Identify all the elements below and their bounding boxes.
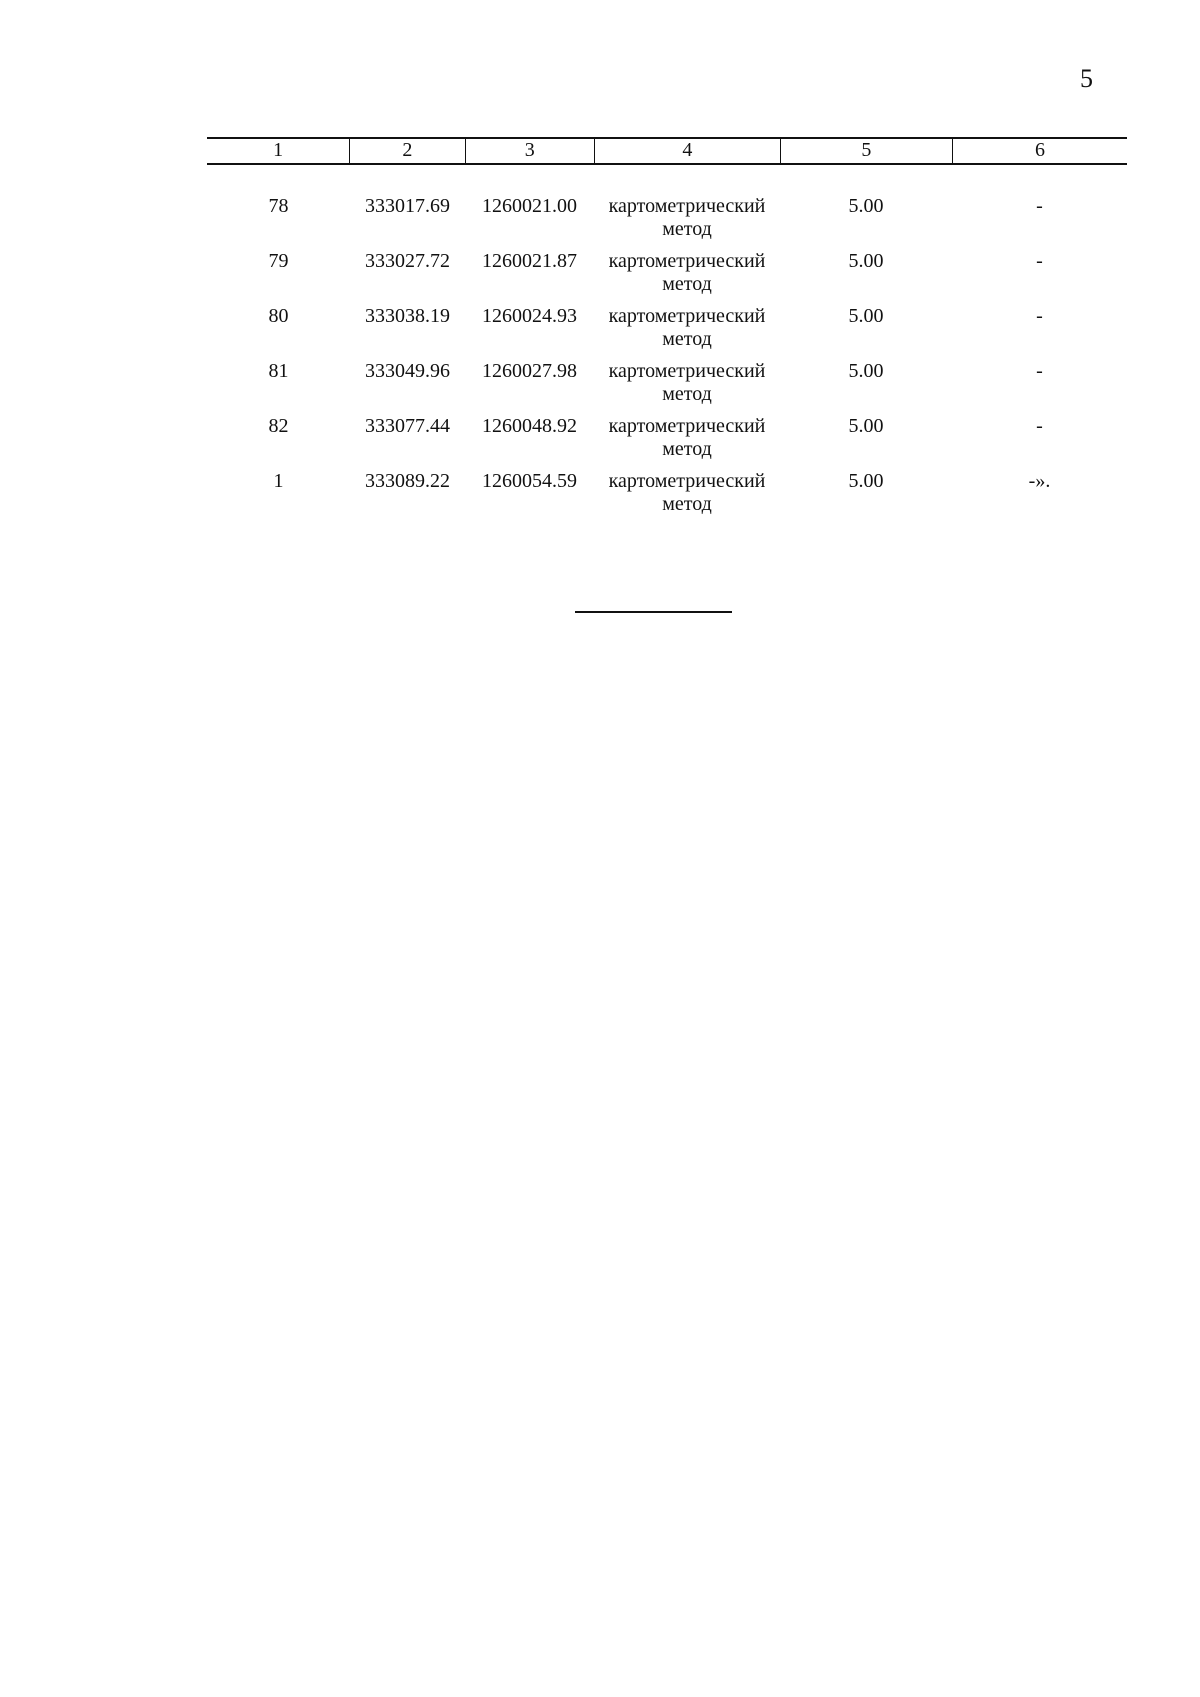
accuracy: 5.00 xyxy=(848,415,884,437)
method-line-2: метод xyxy=(662,218,712,240)
coordinate-x: 333017.69 xyxy=(365,195,450,217)
table-row xyxy=(207,470,1127,525)
note: - xyxy=(1036,250,1043,272)
coordinate-y: 1260021.87 xyxy=(482,250,577,272)
table-row xyxy=(207,195,1127,250)
method-line-1: картометрический xyxy=(608,470,766,492)
method-line-2: метод xyxy=(662,273,712,295)
table-header-row xyxy=(207,137,1127,165)
note: - xyxy=(1036,360,1043,382)
table-row xyxy=(207,250,1127,305)
column-header-3: 3 xyxy=(465,139,594,163)
method xyxy=(594,360,780,415)
page-number: 5 xyxy=(1080,64,1093,93)
coordinate-x: 333049.96 xyxy=(365,360,450,382)
table-row xyxy=(207,415,1127,470)
column-header-5: 5 xyxy=(780,139,952,163)
point-number: 81 xyxy=(268,360,289,382)
coordinate-y: 1260024.93 xyxy=(482,305,577,327)
column-header-2: 2 xyxy=(349,139,464,163)
method-line-1: картометрический xyxy=(608,305,766,327)
note: - xyxy=(1036,305,1043,327)
method-line-2: метод xyxy=(662,328,712,350)
point-number: 80 xyxy=(268,305,289,327)
method-line-1: картометрический xyxy=(608,195,766,217)
method xyxy=(594,250,780,305)
table-body xyxy=(207,195,1127,525)
column-header-1: 1 xyxy=(273,139,284,161)
accuracy: 5.00 xyxy=(848,470,884,492)
method-line-2: метод xyxy=(662,493,712,515)
coordinate-y: 1260048.92 xyxy=(482,415,577,437)
note: - xyxy=(1036,415,1043,437)
table-row xyxy=(207,305,1127,360)
coordinates-table xyxy=(207,137,1127,525)
table-row xyxy=(207,360,1127,415)
point-number: 78 xyxy=(268,195,289,217)
method-line-1: картометрический xyxy=(608,415,766,437)
column-header-6: 6 xyxy=(952,139,1127,163)
method xyxy=(594,415,780,470)
point-number: 1 xyxy=(273,470,284,492)
column-header-4: 4 xyxy=(594,139,780,163)
method-line-2: метод xyxy=(662,383,712,405)
coordinate-x: 333038.19 xyxy=(365,305,450,327)
accuracy: 5.00 xyxy=(848,250,884,272)
method-line-1: картометрический xyxy=(608,360,766,382)
accuracy: 5.00 xyxy=(848,195,884,217)
method-line-2: метод xyxy=(662,438,712,460)
method xyxy=(594,470,780,525)
coordinate-y: 1260054.59 xyxy=(482,470,577,492)
coordinate-y: 1260027.98 xyxy=(482,360,577,382)
method-line-1: картометрический xyxy=(608,250,766,272)
accuracy: 5.00 xyxy=(848,360,884,382)
note: -». xyxy=(1028,470,1051,492)
point-number: 82 xyxy=(268,415,289,437)
point-number: 79 xyxy=(268,250,289,272)
coordinate-x: 333077.44 xyxy=(365,415,450,437)
note: - xyxy=(1036,195,1043,217)
method xyxy=(594,305,780,360)
coordinate-x: 333027.72 xyxy=(365,250,450,272)
end-separator-line xyxy=(575,611,732,613)
coordinate-y: 1260021.00 xyxy=(482,195,577,217)
method xyxy=(594,195,780,250)
coordinate-x: 333089.22 xyxy=(365,470,450,492)
accuracy: 5.00 xyxy=(848,305,884,327)
